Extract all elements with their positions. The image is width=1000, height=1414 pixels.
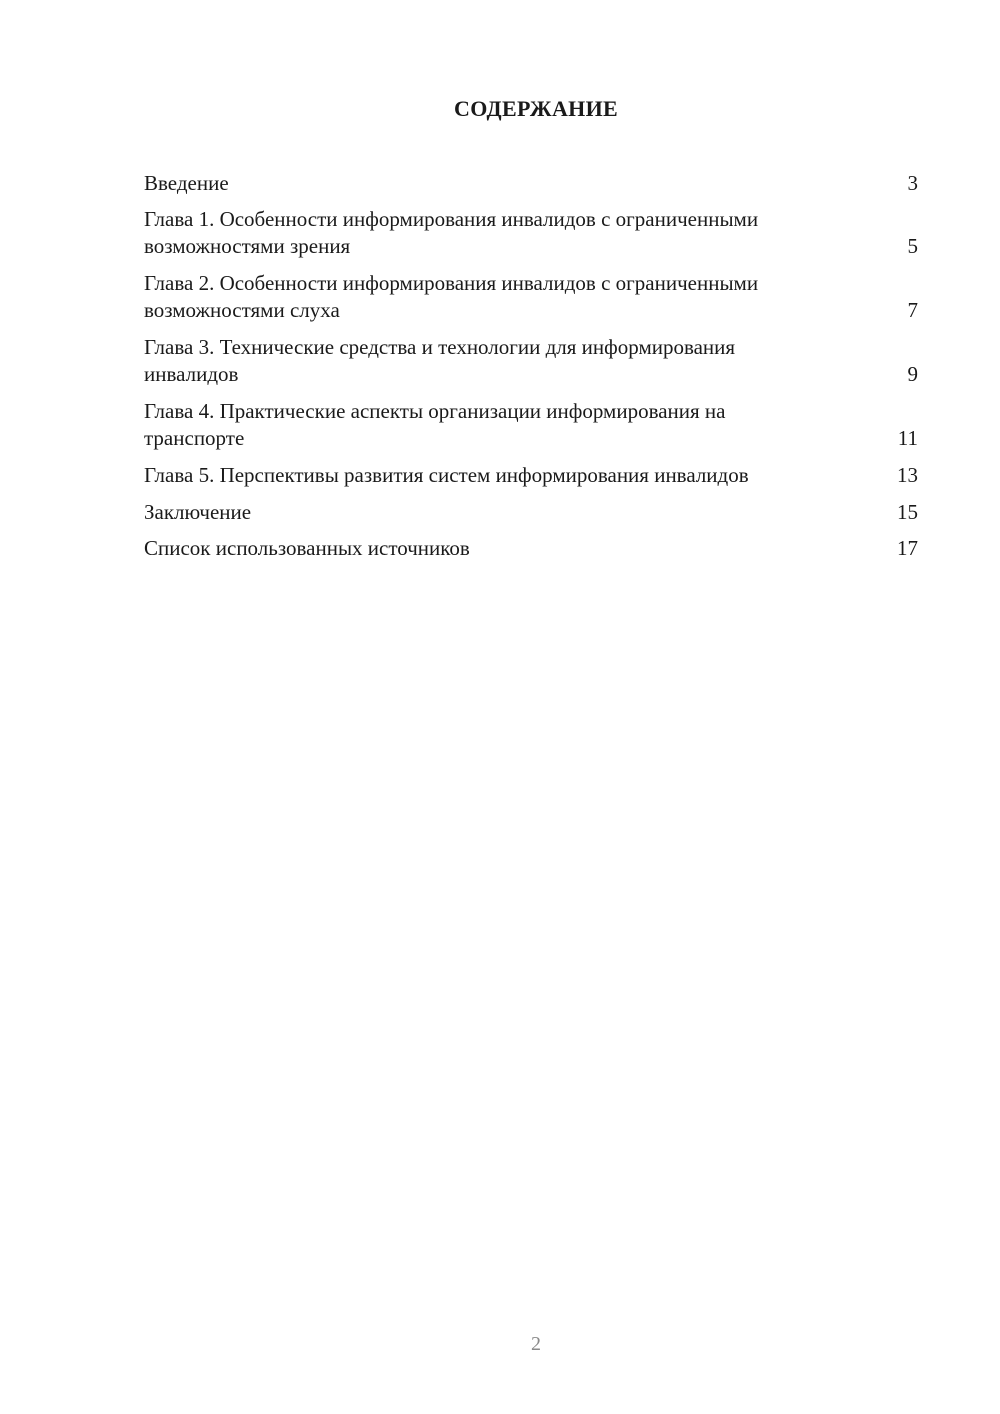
toc-entry[interactable]	[144, 499, 918, 526]
toc-entry-title: Заключение	[144, 500, 252, 524]
toc-entry-page: 9	[907, 362, 918, 386]
toc-entry-title: Введение	[144, 171, 229, 195]
toc-entry-title: Глава 3. Технические средства и технологии для информирования инвалидов	[144, 335, 736, 386]
toc-entry-title: Глава 1. Особенности информирования инвалидов с ограниченными возможностями зрения	[144, 207, 759, 258]
toc-entry[interactable]	[144, 334, 918, 388]
table-of-contents	[144, 170, 918, 571]
page-title: СОДЕРЖАНИЕ	[454, 96, 618, 121]
toc-entry[interactable]	[144, 398, 918, 452]
toc-entry-page: 3	[907, 171, 918, 195]
page-number: 2	[531, 1333, 541, 1355]
toc-entry[interactable]	[144, 170, 918, 197]
toc-entry-page: 17	[897, 536, 918, 560]
toc-entry-title: Список использованных источников	[144, 536, 470, 560]
toc-entry-page: 7	[907, 298, 918, 322]
toc-entry-page: 5	[907, 234, 918, 258]
toc-entry-page: 13	[897, 463, 918, 487]
toc-entry[interactable]	[144, 462, 918, 489]
toc-entry-title: Глава 4. Практические аспекты организации информирования на транспорте	[144, 399, 726, 450]
toc-entry-title: Глава 5. Перспективы развития систем информирования инвалидов	[144, 463, 749, 487]
toc-entry[interactable]	[144, 206, 918, 260]
toc-entry-title: Глава 2. Особенности информирования инвалидов с ограниченными возможностями слуха	[144, 271, 759, 322]
toc-entry-page: 15	[897, 500, 918, 524]
toc-entry-page: 11	[897, 426, 918, 450]
toc-entry[interactable]	[144, 535, 918, 562]
toc-entry[interactable]	[144, 270, 918, 324]
